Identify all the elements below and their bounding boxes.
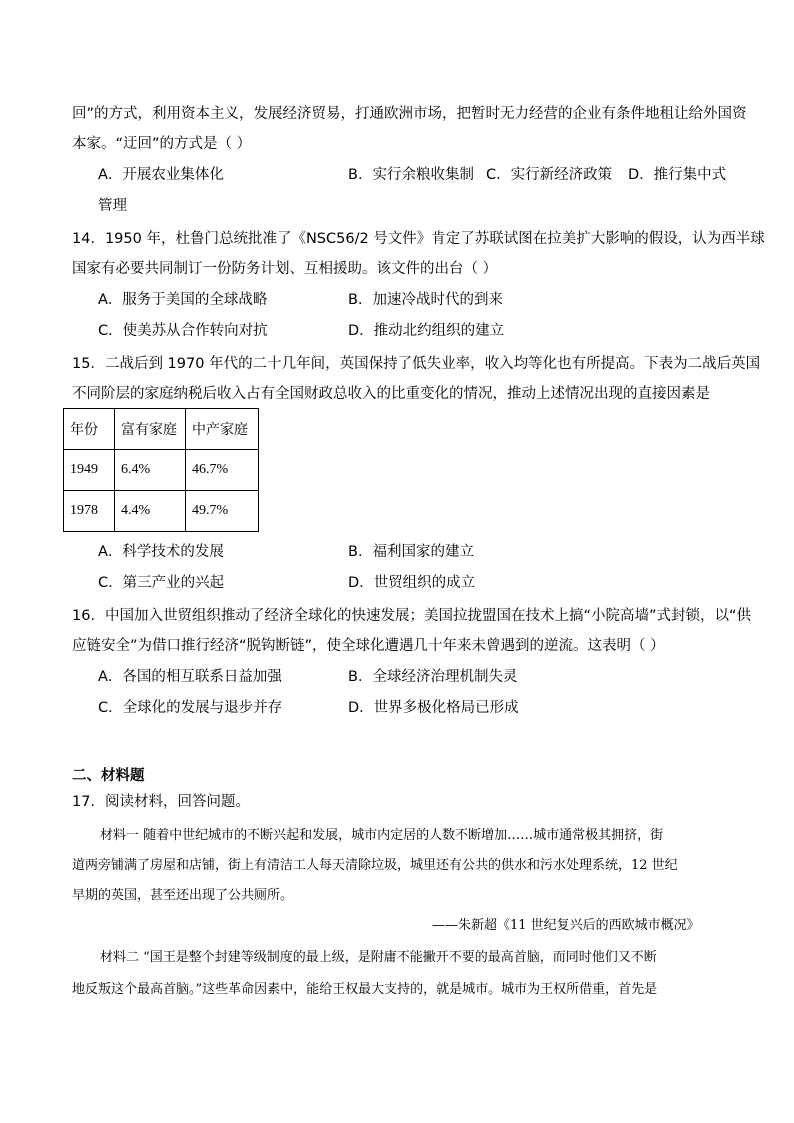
q16-text-line-1: 16．中国加入世贸组织推动了经济全球化的快速发展；美国拉拢盟国在技术上搞“小院高墙”式封锁，以“供 bbox=[72, 608, 751, 624]
q15-option-a[interactable]: A．科学技术的发展 bbox=[98, 544, 224, 560]
q13-option-b[interactable]: B．实行余粮收集制 bbox=[348, 167, 474, 183]
material-2-line-1: 材料二 “国王是整个封建等级制度的最上级，是附庸不能撇开不要的最高首脑，而同时他们又不断 bbox=[100, 950, 657, 965]
material-1-source: ——朱新超《11 世纪复兴后的西欧城市概况》 bbox=[432, 918, 700, 933]
q14-text-line-1: 14．1950 年，杜鲁门总统批准了《NSC56/2 号文件》肯定了苏联试图在拉美扩大影响的假设，认为西半球 bbox=[72, 231, 765, 247]
q14-option-b[interactable]: B．加速冷战时代的到来 bbox=[348, 292, 503, 308]
table-header-cell: 年份 bbox=[64, 409, 115, 450]
q16-option-a[interactable]: A．各国的相互联系日益加强 bbox=[98, 669, 282, 685]
material-2-line-2: 地反叛这个最高首脑。”这些革命因素中，能给王权最大支持的，就是城市。城市为王权所借重，首先是 bbox=[72, 982, 658, 997]
q16-option-d[interactable]: D．世界多极化格局已形成 bbox=[348, 700, 519, 716]
q15-text-line-2: 不同阶层的家庭纳税后收入占有全国财政总收入的比重变化的情况，推动上述情况出现的直接因素是 bbox=[72, 386, 710, 402]
table-cell: 4.4% bbox=[115, 491, 186, 532]
q16-option-c[interactable]: C．全球化的发展与退步并存 bbox=[98, 700, 283, 716]
q13-option-c[interactable]: C．实行新经济政策 bbox=[486, 167, 613, 183]
q15-option-c[interactable]: C．第三产业的兴起 bbox=[98, 575, 225, 591]
table-header-row bbox=[64, 409, 259, 450]
table-row bbox=[64, 450, 259, 491]
table-header-cell: 中产家庭 bbox=[186, 409, 259, 450]
q14-option-d[interactable]: D．推动北约组织的建立 bbox=[348, 323, 505, 339]
q15-text-line-1: 15．二战后到 1970 年代的二十几年间，英国保持了低失业率，收入均等化也有所提高。下表为二战后英国 bbox=[72, 356, 761, 372]
q15-option-d[interactable]: D．世贸组织的成立 bbox=[348, 575, 476, 591]
q14-option-c[interactable]: C．使美苏从合作转向对抗 bbox=[98, 323, 268, 339]
material-1-line-1: 材料一 随着中世纪城市的不断兴起和发展，城市内定居的人数不断增加……城市通常极其拥挤，街 bbox=[100, 828, 664, 843]
q13-text-line-2: 本家。“迂回”的方式是（ ） bbox=[72, 136, 252, 152]
table-cell: 46.7% bbox=[186, 450, 259, 491]
q13-option-d-continuation: 管理 bbox=[98, 198, 127, 214]
q16-text-line-2: 应链安全”为借口推行经济“脱钩断链”，使全球化遭遇几十年来未曾遇到的逆流。这表明（ ） bbox=[72, 638, 665, 654]
q15-option-b[interactable]: B．福利国家的建立 bbox=[348, 544, 474, 560]
q13-option-a[interactable]: A．开展农业集体化 bbox=[98, 167, 224, 183]
material-1-line-2: 道两旁铺满了房屋和店铺，街上有清洁工人每天清除垃圾，城里还有公共的供水和污水处理系统，12 世纪 bbox=[72, 858, 678, 873]
q13-text-line-1: 回”的方式，利用资本主义，发展经济贸易，打通欧洲市场，把暂时无力经营的企业有条件地租让给外国资 bbox=[72, 106, 747, 122]
q13-option-d[interactable]: D．推行集中式 bbox=[628, 167, 727, 183]
table-row bbox=[64, 491, 259, 532]
q16-option-b[interactable]: B．全球经济治理机制失灵 bbox=[348, 669, 518, 685]
q15-data-table bbox=[63, 408, 259, 532]
table-cell: 1978 bbox=[64, 491, 115, 532]
q17-prompt: 17．阅读材料，回答问题。 bbox=[72, 794, 250, 810]
material-1-line-3: 早期的英国，甚至还出现了公共厕所。 bbox=[72, 888, 294, 903]
table-cell: 6.4% bbox=[115, 450, 186, 491]
section-heading: 二、材料题 bbox=[72, 768, 145, 784]
q14-option-a[interactable]: A．服务于美国的全球战略 bbox=[98, 292, 268, 308]
table-header-cell: 富有家庭 bbox=[115, 409, 186, 450]
table-cell: 1949 bbox=[64, 450, 115, 491]
q14-text-line-2: 国家有必要共同制订一份防务计划、互相援助。该文件的出台（ ） bbox=[72, 261, 498, 277]
table-cell: 49.7% bbox=[186, 491, 259, 532]
